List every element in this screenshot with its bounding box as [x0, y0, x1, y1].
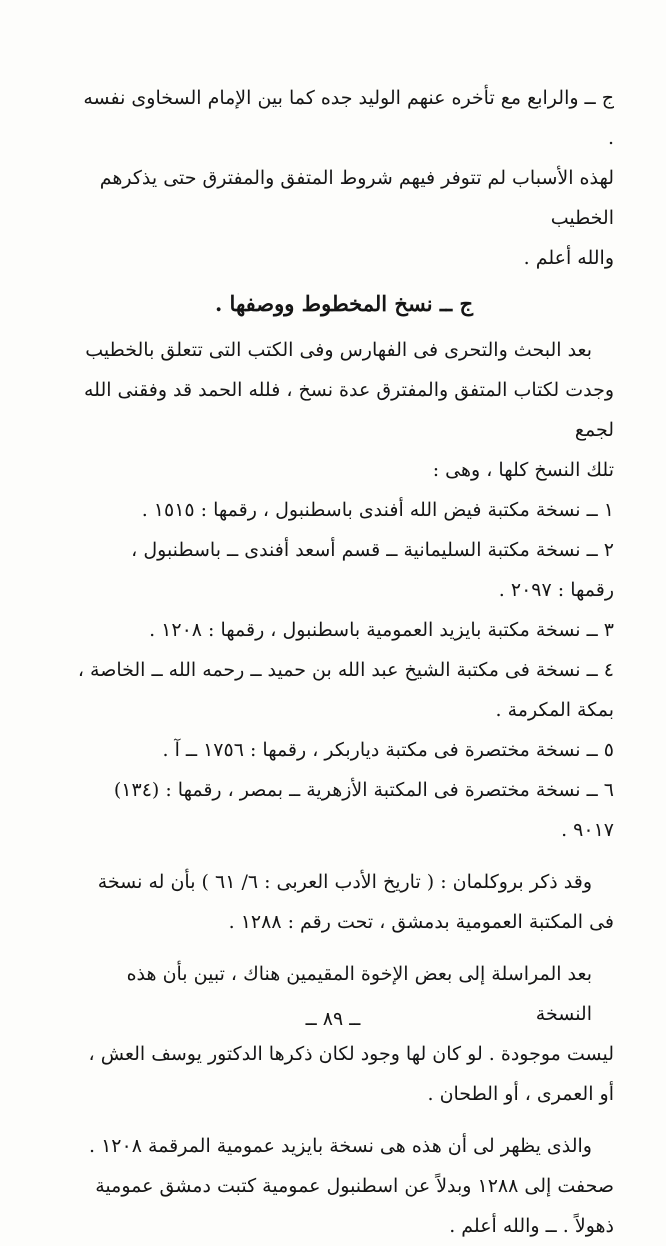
text-line: ذهولاً . ــ والله أعلم . [449, 1215, 614, 1237]
list-item: ١ ــ نسخة مكتبة فيض الله أفندى باسطنبول ، رقمها : ١٥١٥ . [141, 499, 614, 521]
list-item-continuation: بمكة المكرمة . [495, 699, 614, 721]
list-item: ٢ ــ نسخة مكتبة السليمانية ــ قسم أسعد أفندى ــ باسطنبول ، [131, 539, 614, 561]
text-line: بعد المراسلة إلى بعض الإخوة المقيمين هناك ، تبين بأن هذه النسخة [126, 963, 592, 1025]
list-item: ٣ ــ نسخة مكتبة بايزيد العمومية باسطنبول ، رقمها : ١٢٠٨ . [149, 619, 614, 641]
text-line: بعد البحث والتحرى فى الفهارس وفى الكتب التى تتعلق بالخطيب [85, 339, 592, 361]
text-line: تلك النسخ كلها ، وهى : [432, 459, 614, 481]
list-item-continuation: رقمها : ٢٠٩٧ . [498, 579, 614, 601]
list-item: ٤ ــ نسخة فى مكتبة الشيخ عبد الله بن حميد ــ رحمه الله ــ الخاصة ، [77, 659, 614, 681]
text-line: ليست موجودة . لو كان لها وجود لكان ذكرها الدكتور يوسف العش ، [88, 1043, 614, 1065]
text-line: والله أعلم . [523, 247, 614, 269]
section-heading: ج ــ نسخ المخطوط ووصفها . [214, 291, 474, 316]
text-line: والذى يظهر لى أن هذه هى نسخة بايزيد عمومية المرقمة ١٢٠٨ . [88, 1135, 592, 1157]
text-line: أو العمرى ، أو الطحان . [427, 1083, 614, 1105]
list-item: ٦ ــ نسخة مختصرة فى المكتبة الأزهرية ــ بمصر ، رقمها : (١٣٤) [113, 779, 614, 801]
text-line: صحفت إلى ١٢٨٨ وبدلاً عن اسطنبول عمومية كتبت دمشق عمومية [95, 1175, 614, 1197]
text-line: وقد ذكر بروكلمان : ( تاريخ الأدب العربى : ٦/ ٦١ ) بأن له نسخة [97, 871, 592, 893]
list-item: ٥ ــ نسخة مختصرة فى مكتبة دياربكر ، رقمها : ١٧٥٦ ــ آ . [162, 739, 614, 761]
page-number: ــ ٨٩ ــ [305, 1008, 361, 1030]
list-item-continuation: ٩٠١٧ . [561, 819, 614, 841]
text-line: لهذه الأسباب لم تتوفر فيهم شروط المتفق والمفترق حتى يذكرهم الخطيب [99, 167, 614, 229]
text-line: ج ــ والرابع مع تأخره عنهم الوليد جده كما بين الإمام السخاوى نفسه . [83, 87, 614, 149]
page-body [74, 78, 614, 1246]
text-line: وجدت لكتاب المتفق والمفترق عدة نسخ ، فلله الحمد قد وفقنى الله لجمع [83, 379, 614, 441]
text-line: فى المكتبة العمومية بدمشق ، تحت رقم : ١٢٨٨ . [228, 911, 614, 933]
